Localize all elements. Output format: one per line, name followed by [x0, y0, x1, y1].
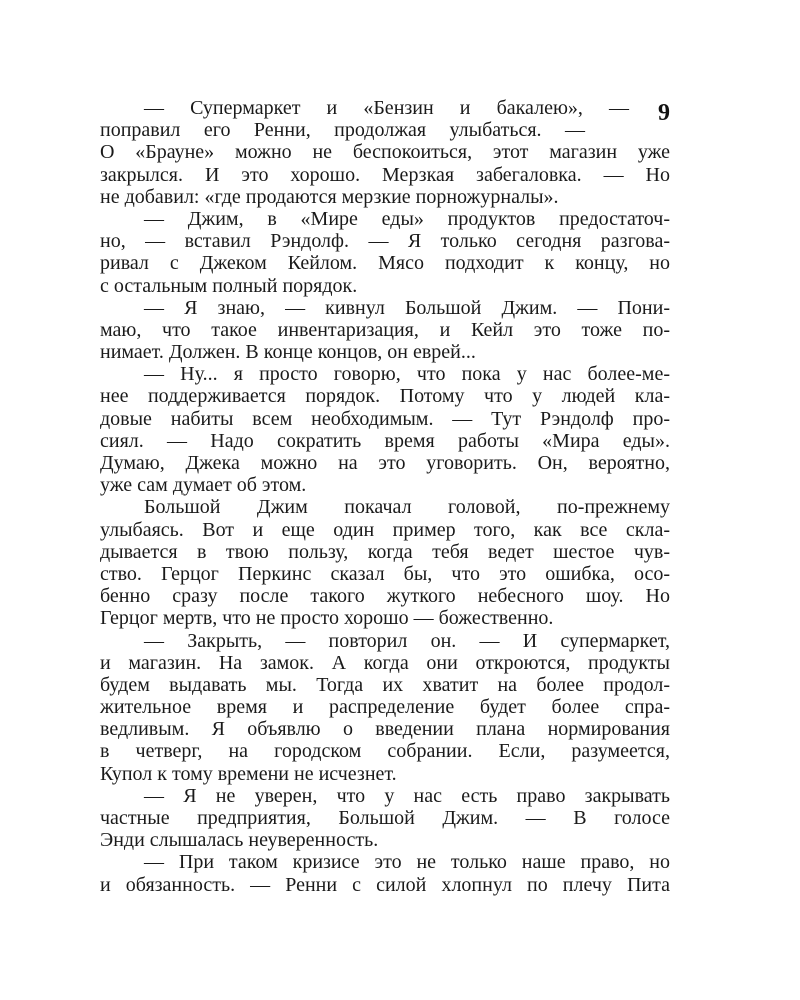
text-line: и магазин. На замок. А когда они откроются, продукты: [100, 651, 670, 674]
text-line: — Джим, в «Мире еды» продуктов предостаточ-: [144, 207, 670, 230]
text-line: нимает. Должен. В конце концов, он еврей...: [100, 341, 476, 364]
text-line: жительное время и распределение будет более спра-: [100, 696, 670, 719]
paragraph: [100, 496, 670, 629]
book-page: [100, 97, 670, 917]
text-line: но, — вставил Рэндолф. — Я только сегодня разгова-: [100, 230, 670, 253]
text-line: нее поддерживается порядок. Потому что у людей кла-: [100, 385, 670, 408]
text-line: Герцог мертв, что не просто хорошо — божественно.: [100, 607, 554, 630]
text-line: Энди слышалась неуверенность.: [100, 829, 379, 852]
text-line: ство. Герцог Перкинс сказал бы, что это ошибка, осо-: [100, 562, 670, 585]
text-line: дывается в твою пользу, когда тебя ведет шестое чув-: [100, 540, 670, 563]
text-line: в четверг, на городском собрании. Если, разумеется,: [100, 740, 670, 763]
text-line: сиял. — Надо сократить время работы «Мира еды».: [100, 429, 670, 452]
text-line: — При таком кризисе это не только наше право, но: [144, 851, 670, 874]
text-line: Думаю, Джека можно на это уговорить. Он, вероятно,: [100, 452, 670, 474]
paragraph: [100, 630, 670, 785]
paragraph: [100, 785, 670, 852]
paragraph: [100, 851, 670, 895]
text-line: с остальным полный порядок.: [100, 274, 358, 297]
text-line: О «Брауне» можно не беспокоиться, этот магазин уже: [100, 141, 670, 164]
text-line: — Я знаю, — кивнул Большой Джим. — Пони-: [144, 296, 670, 319]
text-line: улыбаясь. Вот и еще один пример того, как все скла-: [100, 518, 670, 541]
text-line: — Я не уверен, что у нас есть право закрывать: [144, 784, 670, 807]
text-line: ривал с Джеком Кейлом. Мясо подходит к концу, но: [100, 252, 670, 275]
text-line: уже сам думает об этом.: [100, 474, 307, 497]
text-line: ведливым. Я объявлю о введении плана нормирования: [100, 718, 670, 741]
page-number: 9: [658, 100, 670, 126]
text-line: Большой Джим покачал головой, по-прежнему: [144, 496, 670, 519]
paragraph: [100, 297, 670, 364]
text-line: довые набиты всем необходимым. — Тут Рэндолф про-: [100, 407, 670, 430]
text-line: поправил его Ренни, продолжая улыбаться. —: [100, 119, 585, 142]
text-line: Купол к тому времени не исчезнет.: [100, 762, 397, 785]
text-line: будем выдавать мы. Тогда их хватит на более продол-: [100, 673, 670, 696]
text-line: маю, что такое инвентаризация, и Кейл это тоже по-: [100, 318, 670, 341]
paragraph: [100, 208, 670, 297]
text-line: бенно сразу после такого жуткого небесного шоу. Но: [100, 585, 670, 608]
paragraph: [100, 97, 670, 208]
text-line: и обязанность. — Ренни с силой хлопнул по плечу Пита: [100, 873, 670, 896]
text-line: — Супермаркет и «Бензин и бакалею», —: [144, 97, 629, 119]
paragraph: [100, 363, 670, 496]
text-line: не добавил: «где продаются мерзкие порножурналы».: [100, 185, 559, 208]
body-text: [100, 97, 670, 896]
text-line: — Ну... я просто говорю, что пока у нас более-ме-: [144, 363, 670, 386]
text-line: закрылся. И это хорошо. Мерзкая забегаловка. — Но: [100, 163, 670, 186]
text-line: частные предприятия, Большой Джим. — В голосе: [100, 807, 670, 829]
text-line: — Закрыть, — повторил он. — И супермаркет,: [144, 629, 670, 652]
